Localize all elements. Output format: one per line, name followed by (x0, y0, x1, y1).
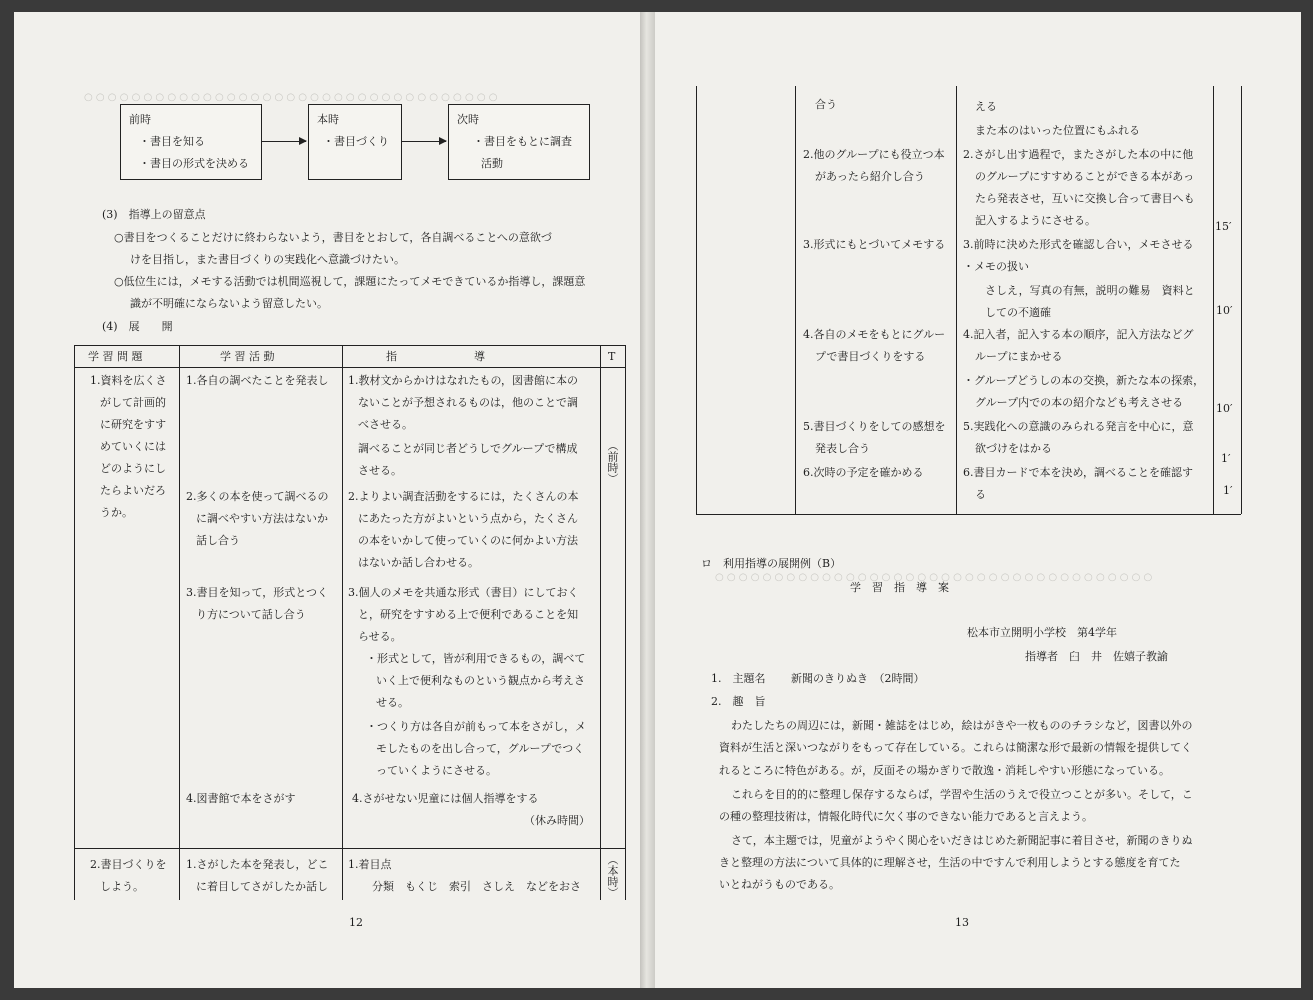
guidance-line: べさせる。 (358, 418, 413, 431)
guidance-line: っていくようにさせる。 (376, 764, 497, 777)
guidance-line: ・メモの扱い (963, 260, 1029, 273)
problem-line: 2.書目づくりを (90, 858, 167, 871)
guidance-line: ループにまかせる (975, 350, 1063, 363)
guidance-line: さしえ，写真の有無，説明の難易 資料と (985, 284, 1195, 297)
table-rule (179, 345, 180, 900)
flow-prev-item: ・書目の形式を決める (139, 157, 249, 170)
guidance-line: 3.個人のメモを共通な形式（書目）にしておく (348, 586, 579, 599)
guidance-line: 3.前時に決めた形式を確認し合い，メモさせる (963, 238, 1194, 251)
school-line: 松本市立開明小学校 第4学年 (967, 626, 1117, 639)
guidance-line: 6.書目カードで本を決め，調べることを確認す (963, 466, 1194, 479)
activity-line: に着目してさがしたか話し (196, 880, 328, 893)
show-through-text: ○ ○ ○ ○ ○ ○ ○ ○ ○ ○ ○ ○ ○ ○ ○ ○ ○ ○ ○ ○ ○ ○ ○ ○ ○ ○ ○ ○ ○ ○ ○ ○ ○ ○ ○ (84, 92, 498, 103)
table-header: 指 導 (386, 350, 485, 363)
section3-line: 識が不明確にならないよう留意したい。 (130, 297, 328, 310)
flow-prev-title: 前時 (129, 113, 151, 126)
problem-line: がして計画的 (100, 396, 166, 409)
problem-line: めていくには (100, 440, 166, 453)
guidance-line: らせる。 (358, 630, 402, 643)
teacher-line: 指導者 臼 井 佐嬉子教諭 (1025, 650, 1168, 663)
flow-box-current (308, 104, 402, 180)
activity-line: り方について話し合う (196, 608, 306, 621)
table-rule (1241, 86, 1242, 514)
flow-this-item: ・書目づくり (323, 135, 389, 148)
activity-line: 合う (815, 98, 837, 111)
flow-this-title: 本時 (317, 113, 339, 126)
activity-line: 2.他のグループにも役立つ本 (803, 148, 945, 161)
guidance-line: 調べることが同じ者どうしでグループで構成 (358, 442, 578, 455)
page-number: 12 (349, 916, 363, 929)
problem-line: どのようにし (100, 462, 166, 475)
activity-line: 3.書目を知って，形式とつく (186, 586, 329, 599)
activity-line: 4.各自のメモをもとにグルー (803, 328, 946, 341)
aim-line: いとねがうものである。 (719, 878, 840, 891)
t-mark: （本時） (606, 854, 619, 898)
guidance-line: ないことが予想されるものは，他のことで調 (358, 396, 578, 409)
guidance-line: 欲づけをはかる (975, 442, 1052, 455)
aim-label: 2. 趣 旨 (711, 695, 766, 708)
time-mark: 10′ (1216, 304, 1233, 317)
section3-line: ○書目をつくることだけに終わらないよう，書目をとおして，各自調べることへの意欲づ (114, 231, 552, 244)
problem-line: しよう。 (100, 880, 144, 893)
guidance-line: ・つくり方は各自が前もって本をさがし，メ (366, 720, 586, 733)
guidance-line: 5.実践化への意識のみられる発言を中心に，意 (963, 420, 1194, 433)
guidance-line: る (975, 488, 986, 501)
table-rule (600, 345, 601, 900)
activity-line: 発表し合う (815, 442, 870, 455)
theme-label: 1. 主題名 (711, 672, 766, 685)
activity-line: 4.図書館で本をさがす (186, 792, 296, 805)
guidance-line: 4.さがせない児童には個人指導をする (352, 792, 539, 805)
t-mark: （前時） (606, 440, 619, 484)
guidance-line: また本のはいった位置にもふれる (975, 124, 1140, 137)
flow-prev-item: ・書目を知る (139, 135, 205, 148)
table-rule (625, 345, 626, 900)
aim-line: わたしたちの周辺には，新聞・雑誌をはじめ，絵はがきや一枚もののチラシなど，図書以外の (731, 719, 1193, 732)
show-through-text: ○ ○ ○ ○ ○ ○ ○ ○ ○ ○ ○ ○ ○ ○ ○ ○ ○ ○ ○ ○ ○ ○ ○ ○ ○ ○ ○ ○ ○ ○ ○ ○ ○ ○ ○ ○ ○ (715, 572, 1153, 583)
table-rule (1213, 86, 1214, 514)
time-mark: 1′ (1223, 484, 1233, 497)
table-header: T (608, 350, 616, 363)
right-page (655, 12, 1301, 988)
flow-next-title: 次時 (457, 113, 479, 126)
guidance-line: せる。 (376, 696, 409, 709)
problem-line: 1.資料を広くさ (90, 374, 167, 387)
flow-arrow (401, 141, 446, 142)
aim-line: れるところに特色がある。が，反面その場かぎりで散逸・消耗しやすい形態になっている。 (719, 764, 1170, 777)
table-rule (74, 345, 625, 346)
guidance-line: 1.着目点 (348, 858, 392, 871)
aim-line: 資料が生活と深いつながりをもって存在している。これらは簡潔な形で最新の情報を提供してく (719, 741, 1192, 754)
theme-value: 新聞のきりぬき （2時間） (791, 672, 925, 685)
flow-box-previous (120, 104, 262, 180)
activity-line: 1.さがした本を発表し，どこ (186, 858, 329, 871)
flow-arrow (261, 141, 306, 142)
table-header: 学 習 活 動 (220, 350, 275, 363)
table-rule (74, 848, 625, 849)
guidance-line: にあたった方がよいという点から，たくさん (358, 512, 578, 525)
time-mark: 15′ (1215, 220, 1232, 233)
table-rule (342, 345, 343, 900)
guidance-line: ・形式として，皆が利用できるもの，調べて (366, 652, 586, 665)
guidance-line: 記入するようにさせる。 (975, 214, 1096, 227)
guidance-line: （休み時間） (524, 814, 590, 827)
guidance-line: のグループにすすめることができる本があっ (975, 170, 1195, 183)
example-heading: ロ 利用指導の展開例（B） (701, 557, 842, 570)
plan-title: 学 習 指 導 案 (850, 581, 949, 594)
guidance-line: 1.教材文からかけはなれたもの，図書館に本の (348, 374, 579, 387)
problem-line: に研究をすす (100, 418, 167, 431)
flow-next-item: 活動 (481, 157, 503, 170)
guidance-line: の本をいかして使っていくのに何かよい方法 (358, 534, 578, 547)
activity-line: 5.書目づくりをしての感想を (803, 420, 946, 433)
aim-line: これらを目的的に整理し保存するならば，学習や生活のうえで役立つことが多い。そして，こ (731, 788, 1193, 801)
activity-line: 話し合う (196, 534, 240, 547)
guidance-line: と，研究をすすめる上で便利であることを知 (358, 608, 579, 621)
activity-line: 3.形式にもとづいてメモする (803, 238, 946, 251)
section3-line: ○低位生には，メモする活動では机間巡視して，課題にたってメモできているか指導し，課題意 (114, 275, 586, 288)
activity-line: プで書目づくりをする (815, 350, 926, 363)
activity-line: 1.各自の調べたことを発表し (186, 374, 329, 387)
table-rule (74, 367, 625, 368)
problem-line: うか。 (100, 506, 133, 519)
table-rule (795, 86, 796, 514)
aim-line: きと整理の方法について具体的に理解させ，生活の中ですんで利用しようとする態度を育てた (719, 856, 1181, 869)
guidance-line: させる。 (358, 464, 402, 477)
activity-line: に調べやすい方法はないか (196, 512, 328, 525)
guidance-line: 2.さがし出す過程で，またさがした本の中に他 (963, 148, 1194, 161)
table-rule (956, 86, 957, 514)
guidance-line: いく上で便利なものという観点から考えさ (376, 674, 585, 687)
time-mark: 10′ (1216, 402, 1233, 415)
table-rule (74, 345, 75, 900)
activity-line: 2.多くの本を使って調べるの (186, 490, 329, 503)
table-rule (696, 86, 697, 514)
guidance-line: ・グループどうしの本の交換，新たな本の探索， (963, 374, 1205, 387)
activity-line: 6.次時の予定を確かめる (803, 466, 924, 479)
guidance-line: 4.記入者，記入する本の順序，記入方法などグ (963, 328, 1194, 341)
guidance-line: グループ内での本の紹介なども考えさせる (975, 396, 1184, 409)
activity-line: があったら紹介し合う (815, 170, 925, 183)
section3-heading: (3) 指導上の留意点 (102, 208, 206, 221)
guidance-line: 分類 もくじ 索引 さしえ などをおさ (372, 880, 581, 893)
guidance-line: はないか話し合わせる。 (358, 556, 479, 569)
table-rule (696, 514, 1241, 515)
guidance-line: モしたものを出し合って，グループでつく (376, 742, 585, 755)
section3-line: けを目指し，また書目づくりの実践化へ意識づけたい。 (130, 253, 405, 266)
aim-line: さて，本主題では，児童がようやく関心をいだきはじめた新聞記事に着目させ，新聞のきりぬ (731, 834, 1193, 847)
guidance-line: しての不適確 (985, 306, 1051, 319)
guidance-line: 2.よりよい調査活動をするには，たくさんの本 (348, 490, 579, 503)
page-number: 13 (955, 916, 969, 929)
left-page (14, 12, 640, 988)
flow-next-item: ・書目をもとに調査 (473, 135, 572, 148)
problem-line: たらよいだろ (100, 484, 166, 497)
guidance-line: たら発表させ，互いに交換し合って書目へも (975, 192, 1195, 205)
flow-box-next (448, 104, 590, 180)
section4-heading: (4) 展 開 (102, 320, 173, 333)
table-header: 学 習 問 題 (88, 350, 143, 363)
time-mark: 1′ (1221, 452, 1231, 465)
aim-line: の種の整理技術は，情報化時代に欠く事のできない能力であると言えよう。 (719, 810, 1093, 823)
guidance-line: える (975, 100, 997, 113)
